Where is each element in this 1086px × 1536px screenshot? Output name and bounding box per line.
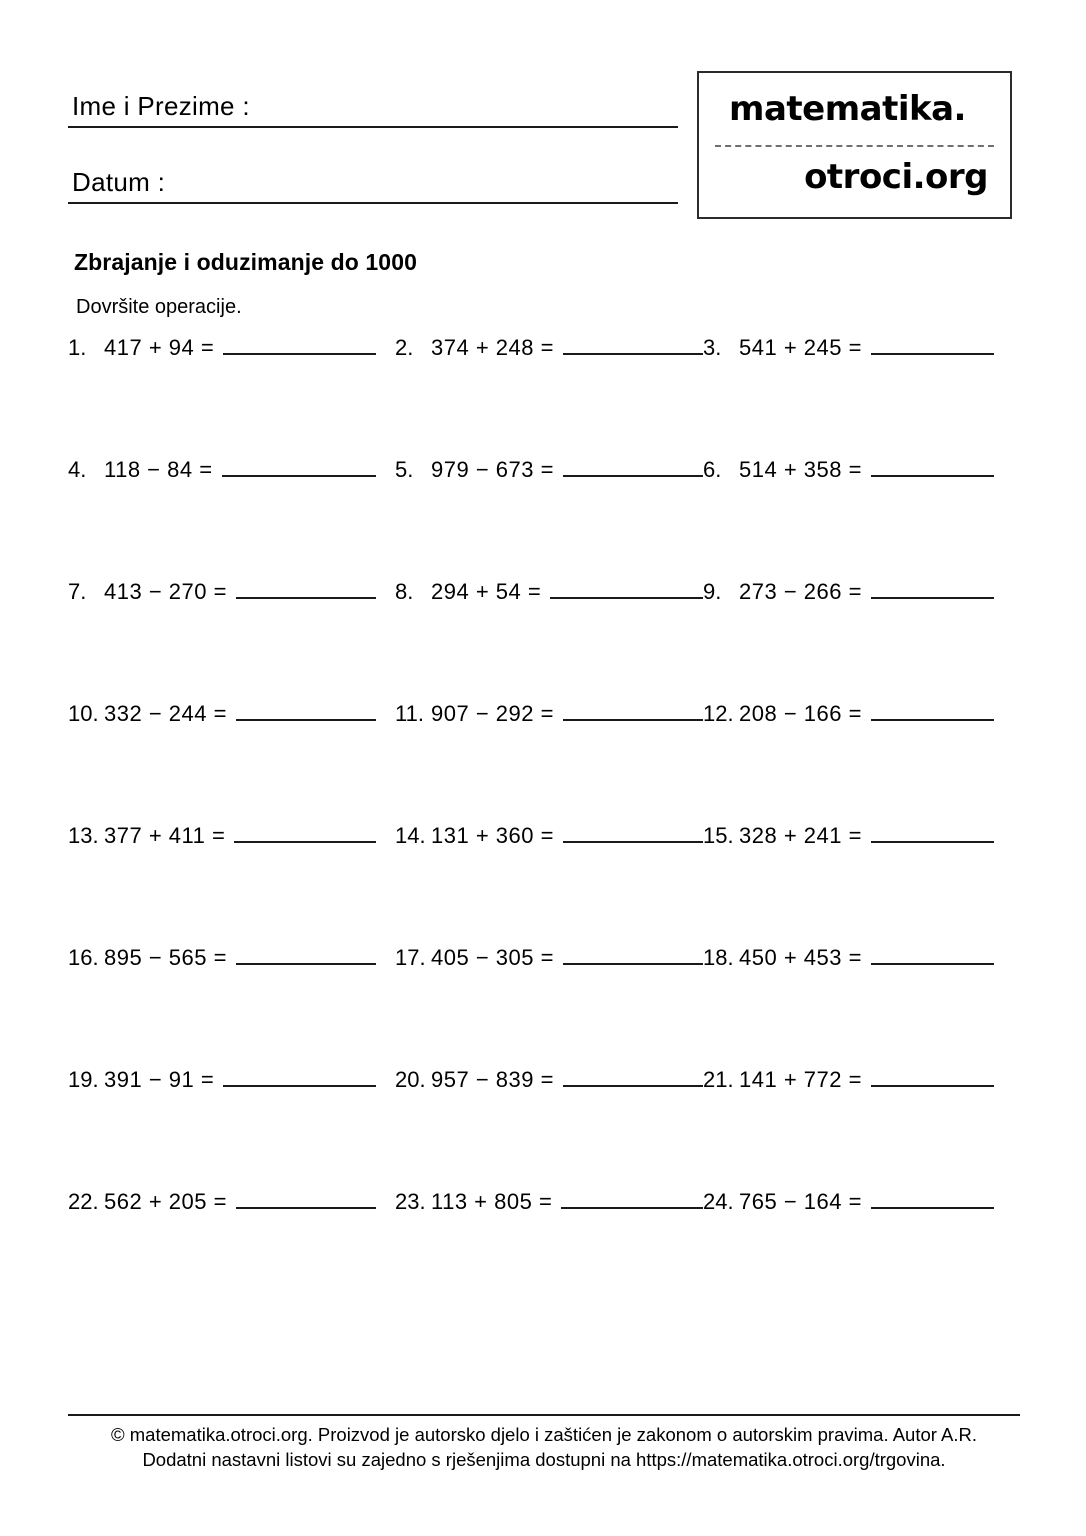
answer-blank[interactable] <box>871 943 994 965</box>
exercise-expression: 273 − 266 = <box>739 579 862 604</box>
name-field-row[interactable] <box>68 74 678 128</box>
exercise-number: 17. <box>395 945 426 970</box>
answer-blank[interactable] <box>871 699 994 721</box>
page-title: Zbrajanje i oduzimanje do 1000 <box>74 249 417 275</box>
exercise-number: 15. <box>703 823 734 848</box>
exercise-item <box>703 455 994 483</box>
exercise-row <box>68 821 994 943</box>
answer-blank[interactable] <box>223 1065 376 1087</box>
exercise-number: 3. <box>703 335 722 360</box>
exercise-row <box>68 699 994 821</box>
exercise-number: 14. <box>395 823 426 848</box>
exercise-expression: 332 − 244 = <box>104 701 227 726</box>
exercise-row <box>68 1065 994 1187</box>
answer-blank[interactable] <box>563 699 703 721</box>
exercise-expression: 113 + 805 = <box>431 1189 553 1214</box>
answer-blank[interactable] <box>223 333 376 355</box>
exercise-expression: 377 + 411 = <box>104 823 226 848</box>
exercise-number: 7. <box>68 579 87 604</box>
exercise-number: 10. <box>68 701 99 726</box>
exercise-expression: 765 − 164 = <box>739 1189 862 1214</box>
exercise-item <box>68 699 376 727</box>
exercise-item <box>68 1065 376 1093</box>
exercise-expression: 405 − 305 = <box>431 945 554 970</box>
answer-blank[interactable] <box>234 821 376 843</box>
answer-blank[interactable] <box>871 333 994 355</box>
answer-blank[interactable] <box>563 821 703 843</box>
exercise-expression: 514 + 358 = <box>739 457 862 482</box>
exercise-list <box>68 333 994 1309</box>
exercise-number: 2. <box>395 335 414 360</box>
exercise-row <box>68 577 994 699</box>
exercise-number: 24. <box>703 1189 734 1214</box>
exercise-item <box>395 577 703 605</box>
answer-blank[interactable] <box>871 577 994 599</box>
exercise-expression: 413 − 270 = <box>104 579 227 604</box>
exercise-number: 9. <box>703 579 722 604</box>
exercise-number: 22. <box>68 1189 99 1214</box>
date-field-row[interactable] <box>68 150 678 204</box>
answer-blank[interactable] <box>871 1065 994 1087</box>
exercise-item <box>68 577 376 605</box>
exercise-item <box>395 1065 703 1093</box>
exercise-expression: 208 − 166 = <box>739 701 862 726</box>
exercise-expression: 562 + 205 = <box>104 1189 227 1214</box>
answer-blank[interactable] <box>236 1187 376 1209</box>
exercise-item <box>68 1187 376 1215</box>
exercise-expression: 131 + 360 = <box>431 823 554 848</box>
answer-blank[interactable] <box>871 1187 994 1209</box>
exercise-item <box>703 333 994 361</box>
answer-blank[interactable] <box>563 943 703 965</box>
exercise-item <box>395 821 703 849</box>
exercise-item <box>395 943 703 971</box>
exercise-row <box>68 1187 994 1309</box>
exercise-expression: 294 + 54 = <box>431 579 542 604</box>
exercise-number: 18. <box>703 945 734 970</box>
exercise-number: 6. <box>703 457 722 482</box>
exercise-number: 20. <box>395 1067 426 1092</box>
exercise-item <box>68 333 376 361</box>
instruction-text: Dovršite operacije. <box>76 296 242 318</box>
answer-blank[interactable] <box>871 821 994 843</box>
exercise-expression: 374 + 248 = <box>431 335 554 360</box>
logo-text-primary: matematika. <box>729 89 966 129</box>
exercise-row <box>68 333 994 455</box>
exercise-expression: 417 + 94 = <box>104 335 215 360</box>
exercise-number: 12. <box>703 701 734 726</box>
exercise-item <box>703 1065 994 1093</box>
exercise-item <box>703 699 994 727</box>
exercise-expression: 957 − 839 = <box>431 1067 554 1092</box>
answer-blank[interactable] <box>563 455 703 477</box>
answer-blank[interactable] <box>550 577 703 599</box>
date-field-label: Datum : <box>72 167 166 197</box>
exercise-expression: 541 + 245 = <box>739 335 862 360</box>
answer-blank[interactable] <box>236 577 376 599</box>
answer-blank[interactable] <box>222 455 376 477</box>
exercise-row <box>68 943 994 1065</box>
footer-shop-line: Dodatni nastavni listovi su zajedno s rješenjima dostupni na https://matematika.otroci.org/trgovina. <box>142 1448 946 1470</box>
exercise-number: 8. <box>395 579 414 604</box>
exercise-expression: 979 − 673 = <box>431 457 554 482</box>
exercise-number: 4. <box>68 457 87 482</box>
exercise-number: 1. <box>68 335 87 360</box>
exercise-expression: 895 − 565 = <box>104 945 227 970</box>
page-footer <box>68 1414 1020 1473</box>
exercise-expression: 450 + 453 = <box>739 945 862 970</box>
name-field-label: Ime i Prezime : <box>72 91 250 121</box>
logo-divider <box>715 145 994 147</box>
exercise-expression: 118 − 84 = <box>104 457 213 482</box>
exercise-expression: 328 + 241 = <box>739 823 862 848</box>
exercise-number: 16. <box>68 945 99 970</box>
answer-blank[interactable] <box>561 1187 703 1209</box>
exercise-item <box>395 1187 703 1215</box>
exercise-item <box>703 943 994 971</box>
exercise-item <box>68 943 376 971</box>
exercise-expression: 141 + 772 = <box>739 1067 862 1092</box>
site-logo <box>697 71 1012 219</box>
exercise-item <box>395 455 703 483</box>
exercise-item <box>68 455 376 483</box>
exercise-number: 21. <box>703 1067 734 1092</box>
exercise-item <box>395 333 703 361</box>
answer-blank[interactable] <box>563 333 703 355</box>
exercise-expression: 391 − 91 = <box>104 1067 215 1092</box>
exercise-number: 19. <box>68 1067 99 1092</box>
exercise-row <box>68 455 994 577</box>
exercise-item <box>703 1187 994 1215</box>
exercise-number: 5. <box>395 457 414 482</box>
exercise-expression: 907 − 292 = <box>431 701 554 726</box>
exercise-item <box>395 699 703 727</box>
footer-copyright-line: © matematika.otroci.org. Proizvod je autorsko djelo i zaštićen je zakonom o autorskim pravima. Autor A.R. <box>110 1424 978 1445</box>
answer-blank[interactable] <box>871 455 994 477</box>
exercise-item <box>703 577 994 605</box>
exercise-item <box>703 821 994 849</box>
answer-blank[interactable] <box>236 699 376 721</box>
exercise-number: 13. <box>68 823 99 848</box>
exercise-number: 11. <box>395 701 424 726</box>
student-id-fields <box>68 74 678 226</box>
exercise-item <box>68 821 376 849</box>
exercise-number: 23. <box>395 1189 426 1214</box>
logo-text-secondary: otroci.org <box>804 157 988 197</box>
worksheet-header <box>68 68 1018 228</box>
answer-blank[interactable] <box>236 943 376 965</box>
answer-blank[interactable] <box>563 1065 703 1087</box>
